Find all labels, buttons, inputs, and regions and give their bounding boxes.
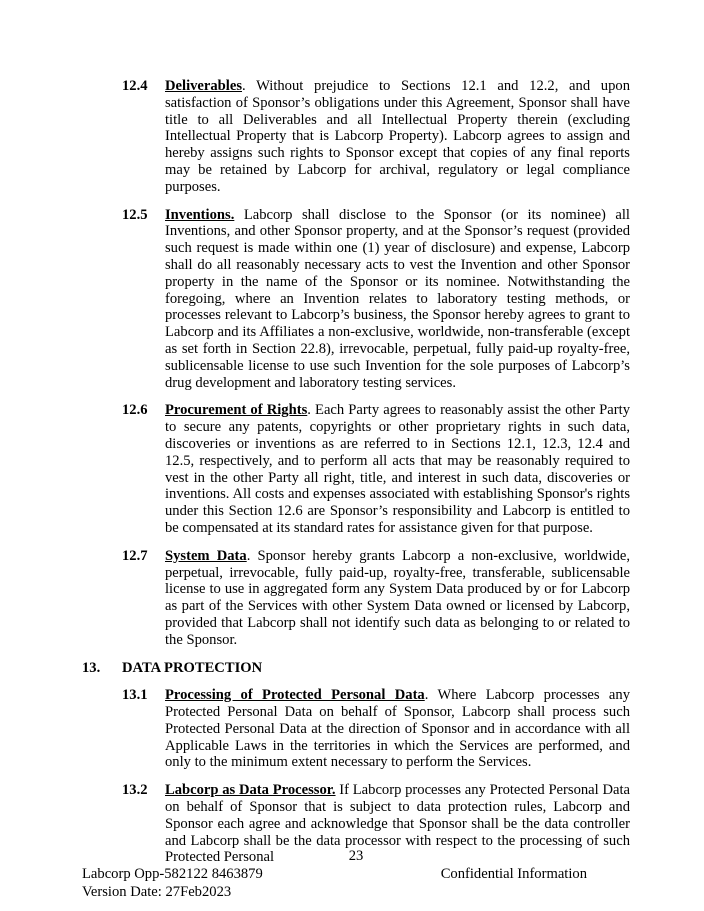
section-title: Procurement of Rights [165, 402, 308, 419]
section-number: 13.2 [122, 782, 148, 799]
section-number: 12.4 [122, 78, 148, 94]
section-number: 12.6 [122, 402, 148, 419]
section-body-text: . Where Labcorp processes any Protected Personal Data on behalf of Sponsor, Labcorp shall process such Protected Personal Data at the direction of Sponsor and in accordance with all Applicable Laws in the territories in which the Services are performed, and only to the minimum extent necessary to perform the Services. [165, 687, 630, 771]
footer-doc-id: Labcorp Opp-582122 8463879 [82, 866, 263, 882]
section-12-6 [122, 402, 630, 536]
footer-row [82, 866, 630, 901]
section-heading-title: DATA PROTECTION [122, 659, 263, 676]
section-title: Processing of Protected Personal Data [165, 687, 425, 704]
section-number: 12.7 [122, 547, 148, 564]
section-title: Inventions. [165, 206, 235, 223]
section-number: 12.5 [122, 206, 148, 223]
section-13-1 [122, 687, 630, 771]
section-paragraph [165, 78, 630, 196]
section-body-text: If Labcorp processes any Protected Personal Data on behalf of Sponsor that is subject to data protection rules, Labcorp and Sponsor each agree and acknowledge that Sponsor shall be the data controller and Labcorp shall be the data processor with respect to the processing of such Protected Personal [165, 782, 630, 866]
section-number: 13.1 [122, 687, 148, 704]
section-title: Deliverables [165, 78, 243, 94]
footer-left [82, 866, 263, 901]
section-body-text: Labcorp shall disclose to the Sponsor (or its nominee) all Inventions, and other Sponsor property, and at the Sponsor’s request (provided such request is made within one (1) year of disclosure) and expense, Labcorp shall do all reasonably necessary acts to vest the Invention and other Sponsor property in the name of the Sponsor or its nominee. Notwithstanding the foregoing, where an Invention relates to laboratory testing methods, or processes relevant to Labcorp’s business, the Sponsor hereby agrees to grant to Labcorp and its Affiliates a non-exclusive, worldwide, non-transferable (except as set forth in Section 22.8), irrevocable, perpetual, fully paid-up royalty-free, sublicensable license to use such Invention for the sole purposes of Labcorp’s drug development and laboratory testing services. [165, 206, 630, 391]
section-body-text: . Without prejudice to Sections 12.1 and 12.2, and upon satisfaction of Sponsor’s obligations under this Agreement, Sponsor shall have title to all Deliverables and all Intellectual Property therein (excluding Intellectual Property that is Labcorp Property). Labcorp agrees to assign and hereby assigns such rights to Sponsor except that copies of any final reports may be retained by Labcorp for archival, regulatory or legal compliance purposes. [165, 78, 630, 195]
section-title: System Data [165, 547, 247, 564]
section-13-heading [82, 660, 630, 677]
section-number: 13. [82, 659, 101, 676]
section-12-5 [122, 207, 630, 392]
section-body-text: . Each Party agrees to reasonably assist the other Party to secure any patents, copyrights or other proprietary rights in such data, discoveries or inventions as are referred to in Sections 12.1, 12.3, 12.4 and 12.5, respectively, and to perform all acts that may be reasonably required to vest in the other Party all right, title, and interest in such data, discoveries or inventions. All costs and expenses associated with establishing Sponsor's rights under this Section 12.6 are Sponsor’s responsibility and Labcorp is entitled to be compensated at its standard rates for assistance given for that purpose. [165, 402, 630, 536]
section-title: Labcorp as Data Processor. [165, 782, 336, 799]
section-paragraph [165, 207, 630, 392]
section-12-4 [122, 78, 630, 196]
page-footer [82, 848, 630, 901]
page-number: 23 [348, 848, 364, 865]
footer-confidential: Confidential Information [440, 866, 587, 882]
section-body-text: . Sponsor hereby grants Labcorp a non-exclusive, worldwide, perpetual, irrevocable, fully paid-up, royalty-free, transferable, sublicensable license to use in aggregated form any System Data produced by or for Labcorp as part of the Services with other System Data owned or licensed by Labcorp, provided that Labcorp shall not identify such data as belonging to or related to the Sponsor. [165, 547, 631, 648]
section-paragraph [165, 402, 630, 536]
section-12-7 [122, 548, 630, 649]
section-paragraph [165, 687, 630, 771]
footer-version-date: Version Date: 27Feb2023 [82, 883, 232, 900]
document-body [82, 78, 630, 877]
section-paragraph [165, 548, 630, 649]
